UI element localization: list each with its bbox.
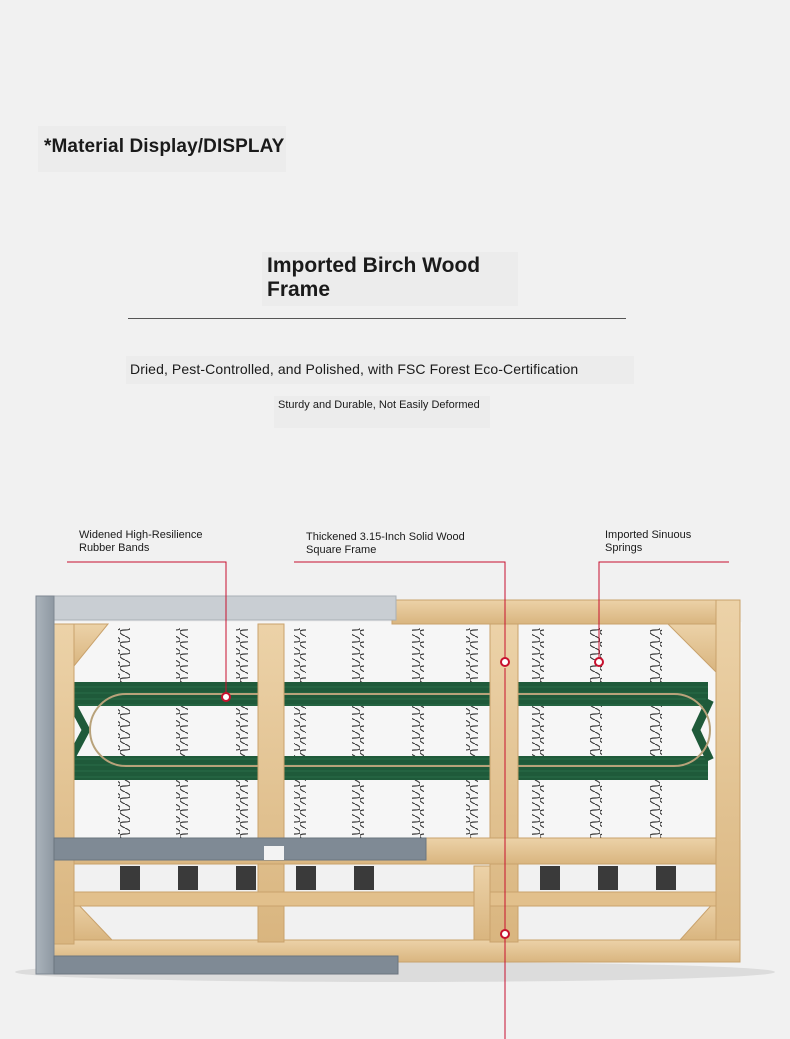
durability-note: Sturdy and Durable, Not Easily Deformed bbox=[274, 396, 490, 428]
callout-rubber-bands: Widened High-Resilience Rubber Bands bbox=[79, 529, 203, 554]
title-text: Imported Birch Wood Frame bbox=[267, 254, 481, 301]
subtitle: Dried, Pest-Controlled, and Polished, with FSC Forest Eco-Certification bbox=[126, 356, 634, 384]
interior-back bbox=[52, 622, 742, 840]
callout-wood-frame: Thickened 3.15-Inch Solid Wood Square Frame bbox=[306, 531, 465, 556]
section-label: *Material Display/DISPLAY bbox=[38, 126, 286, 172]
callout-sinuous-springs: Imported Sinuous Springs bbox=[605, 529, 692, 554]
